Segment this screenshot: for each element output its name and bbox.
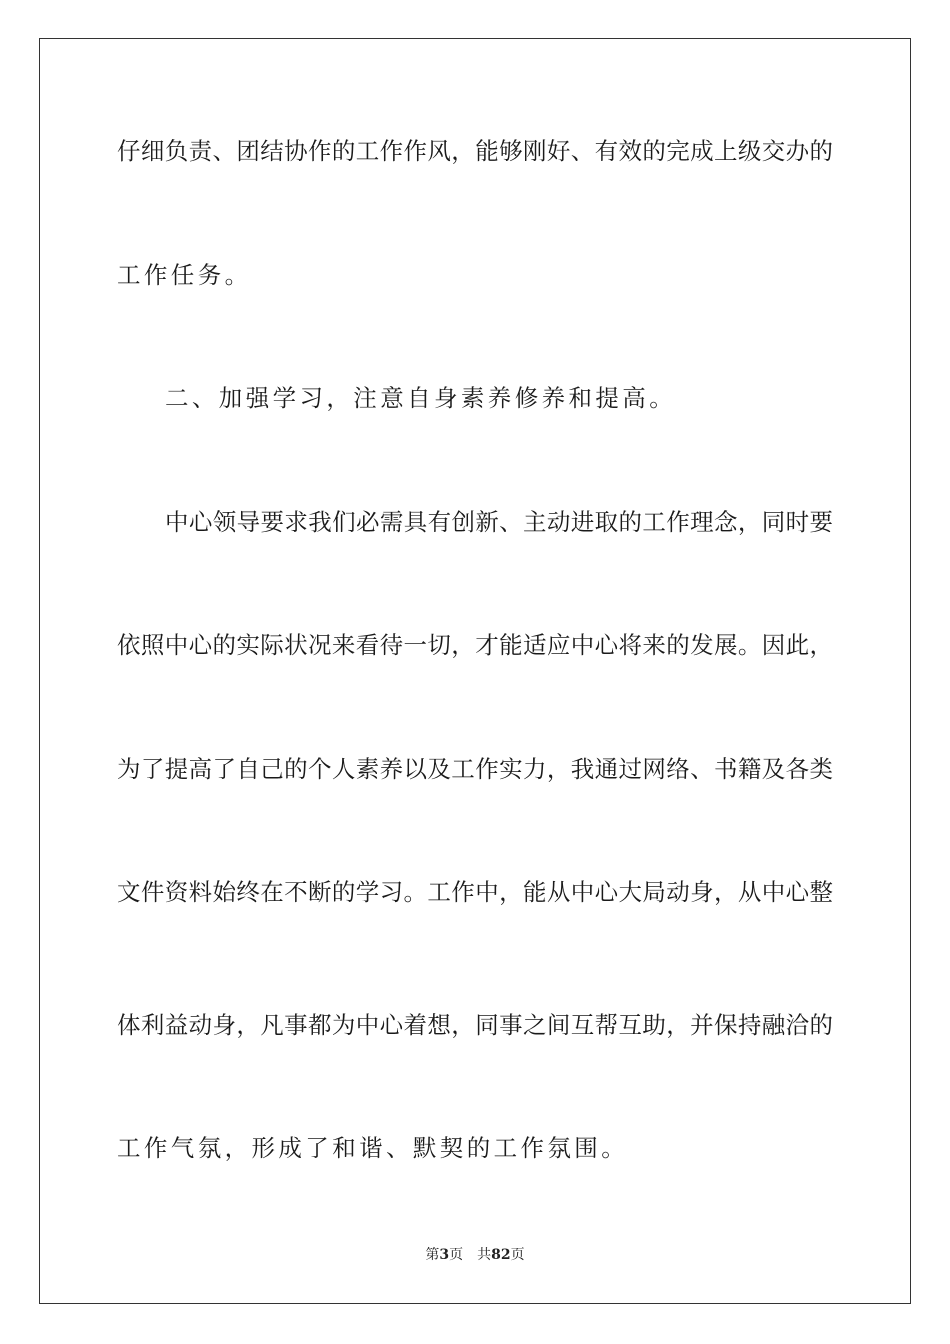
body-text-line: 工作气氛，形成了和谐、默契的工作氛围。 <box>117 1134 629 1162</box>
body-text-line: 为了提高了自己的个人素养以及工作实力，我通过网络、书籍及各类 <box>117 755 833 783</box>
page-border <box>39 38 911 1304</box>
current-page-number: 3 <box>439 1247 450 1263</box>
page-suffix: 页 <box>449 1247 464 1263</box>
total-suffix: 页 <box>510 1247 525 1263</box>
body-text-line: 中心领导要求我们必需具有创新、主动进取的工作理念，同时要 <box>165 508 833 536</box>
total-prefix: 共 <box>477 1247 492 1263</box>
section-heading: 二、加强学习，注意自身素养修养和提高。 <box>165 384 677 412</box>
body-text-line: 仔细负责、团结协作的工作作风，能够刚好、有效的完成上级交办的 <box>117 137 833 165</box>
body-text-line: 文件资料始终在不断的学习。工作中，能从中心大局动身，从中心整 <box>117 878 833 906</box>
total-pages-number: 82 <box>491 1247 511 1263</box>
page-footer <box>0 1246 950 1264</box>
page-prefix: 第 <box>425 1247 440 1263</box>
body-text-line: 体利益动身，凡事都为中心着想，同事之间互帮互助，并保持融洽的 <box>117 1011 833 1039</box>
body-text-line: 依照中心的实际状况来看待一切，才能适应中心将来的发展。因此， <box>117 631 833 659</box>
body-text-line: 工作任务。 <box>117 261 252 289</box>
